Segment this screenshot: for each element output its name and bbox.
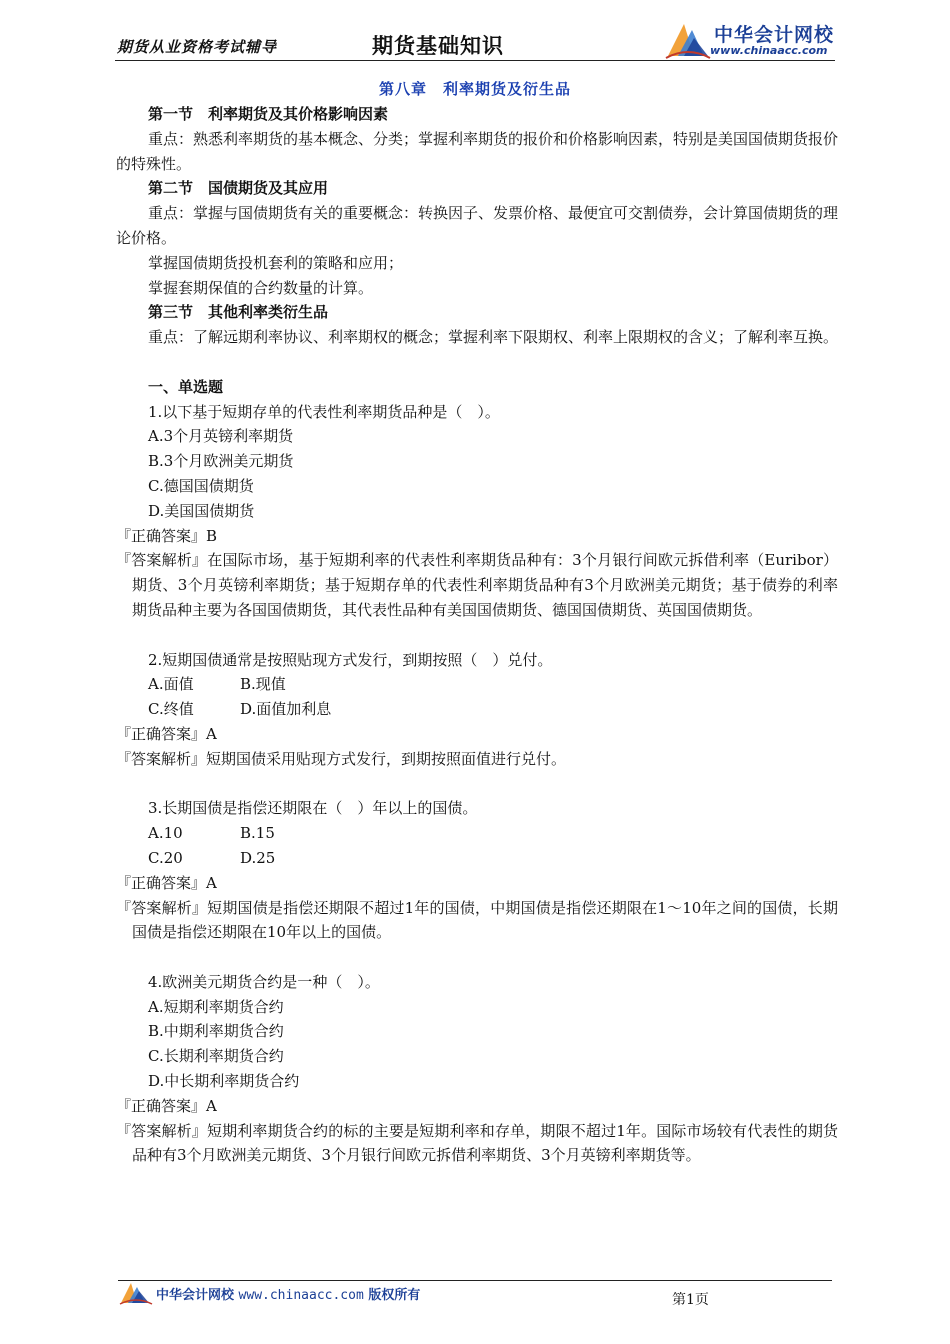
section-paragraph: 重点：熟悉利率期货的基本概念、分类；掌握利率期货的报价和价格影响因素，特别是美国国债期货报价的特殊性。 xyxy=(116,129,839,173)
footer-rights: 版权所有 xyxy=(368,1288,421,1303)
spacer xyxy=(116,945,838,970)
question-option: A.10 xyxy=(148,824,183,843)
footer-divider xyxy=(118,1280,832,1281)
question-option: D.25 xyxy=(240,848,276,867)
question-option: C.长期利率期货合约 xyxy=(148,1047,284,1066)
footer-url-link[interactable]: www.chinaacc.com xyxy=(238,1288,364,1303)
answer-analysis: 『答案解析』短期国债是指偿还期限不超过1年的国债，中期国债是指偿还期限在1～10年之间的国债，长期国债是指偿还期限在10年以上的国债。 xyxy=(116,898,838,942)
correct-answer: 『正确答案』A xyxy=(116,724,217,743)
question-option: D.中长期利率期货合约 xyxy=(148,1072,300,1091)
answer-analysis: 『答案解析』在国际市场，基于短期利率的代表性利率期货品种有：3个月银行间欧元拆借利率（Euribor）期货、3个月英镑利率期货；基于短期存单的代表性利率期货品种有3个月欧洲美元期货；基于债券的利率期货品种主要为各国国债期货，其代表性品种有美国国债期货、德国国债期货、英国国债期货。 xyxy=(116,551,838,619)
logo-triangle-icon xyxy=(664,18,712,60)
footer-brand-line xyxy=(156,1284,420,1303)
spacer xyxy=(116,772,838,797)
correct-answer: 『正确答案』B xyxy=(116,526,218,545)
page-number: 第1页 xyxy=(672,1292,709,1308)
header-divider xyxy=(115,60,835,61)
section-title: 第三节 其他利率类衍生品 xyxy=(148,303,329,322)
question-option: D.美国国债期货 xyxy=(148,501,255,520)
logo-text: 中华会计网校 xyxy=(714,24,835,46)
question-option: B.15 xyxy=(240,824,275,843)
question-option-row xyxy=(116,846,838,871)
spacer xyxy=(116,623,838,648)
question-option: B.3个月欧洲美元期货 xyxy=(148,452,294,471)
answer-analysis: 『答案解析』短期国债采用贴现方式发行，到期按照面值进行兑付。 xyxy=(116,749,567,768)
question-stem: 2.短期国债通常是按照贴现方式发行，到期按照（ ）兑付。 xyxy=(148,650,553,669)
question-option-row xyxy=(116,672,838,697)
footer-brand: 中华会计网校 xyxy=(156,1288,235,1303)
header-subject-title: 期货基础知识 xyxy=(372,34,504,58)
question-stem: 1.以下基于短期存单的代表性利率期货品种是（ ）。 xyxy=(148,402,500,421)
section-paragraph: 掌握国债期货投机套利的策略和应用； xyxy=(148,253,404,272)
question-option: C.20 xyxy=(148,848,183,867)
question-option: B.中期利率期货合约 xyxy=(148,1022,284,1041)
spacer xyxy=(116,350,838,375)
document-body xyxy=(116,102,838,1168)
question-option: D.面值加利息 xyxy=(240,700,332,719)
site-logo[interactable] xyxy=(664,18,839,60)
section-paragraph: 掌握套期保值的合约数量的计算。 xyxy=(148,278,374,297)
question-option-row xyxy=(116,697,838,722)
footer-logo-icon xyxy=(119,1279,153,1305)
section-paragraph: 重点：了解远期利率协议、利率期权的概念；掌握利率下限期权、利率上限期权的含义；了解利率互换。 xyxy=(148,328,839,347)
chapter-title: 第八章 利率期货及衍生品 xyxy=(378,80,571,98)
correct-answer: 『正确答案』A xyxy=(116,1096,217,1115)
section-paragraph: 重点：掌握与国债期货有关的重要概念：转换因子、发票价格、最便宜可交割债券，会计算国债期货的理论价格。 xyxy=(116,204,839,247)
header-exam-title: 期货从业资格考试辅导 xyxy=(117,38,278,56)
question-option: C.德国国债期货 xyxy=(148,476,254,495)
answer-analysis: 『答案解析』短期利率期货合约的标的主要是短期利率和存单，期限不超过1年。国际市场较有代表性的期货品种有3个月欧洲美元期货、3个月银行间欧元拆借利率期货、3个月英镑利率期货等。 xyxy=(116,1121,838,1165)
exercise-heading: 一、单选题 xyxy=(148,377,224,396)
question-option: B.现值 xyxy=(240,675,286,694)
question-stem: 4.欧洲美元期货合约是一种（ ）。 xyxy=(148,972,380,991)
correct-answer: 『正确答案』A xyxy=(116,873,217,892)
question-option: C.终值 xyxy=(148,700,194,719)
question-option: A.3个月英镑利率期货 xyxy=(148,427,294,446)
question-option-row xyxy=(116,821,838,846)
section-title: 第一节 利率期货及其价格影响因素 xyxy=(148,105,389,123)
question-option: A.短期利率期货合约 xyxy=(148,997,284,1016)
logo-url: www.chinaacc.com xyxy=(710,44,828,57)
question-stem: 3.长期国债是指偿还期限在（ ）年以上的国债。 xyxy=(148,799,478,818)
section-title: 第二节 国债期货及其应用 xyxy=(148,179,329,198)
question-option: A.面值 xyxy=(148,675,194,694)
